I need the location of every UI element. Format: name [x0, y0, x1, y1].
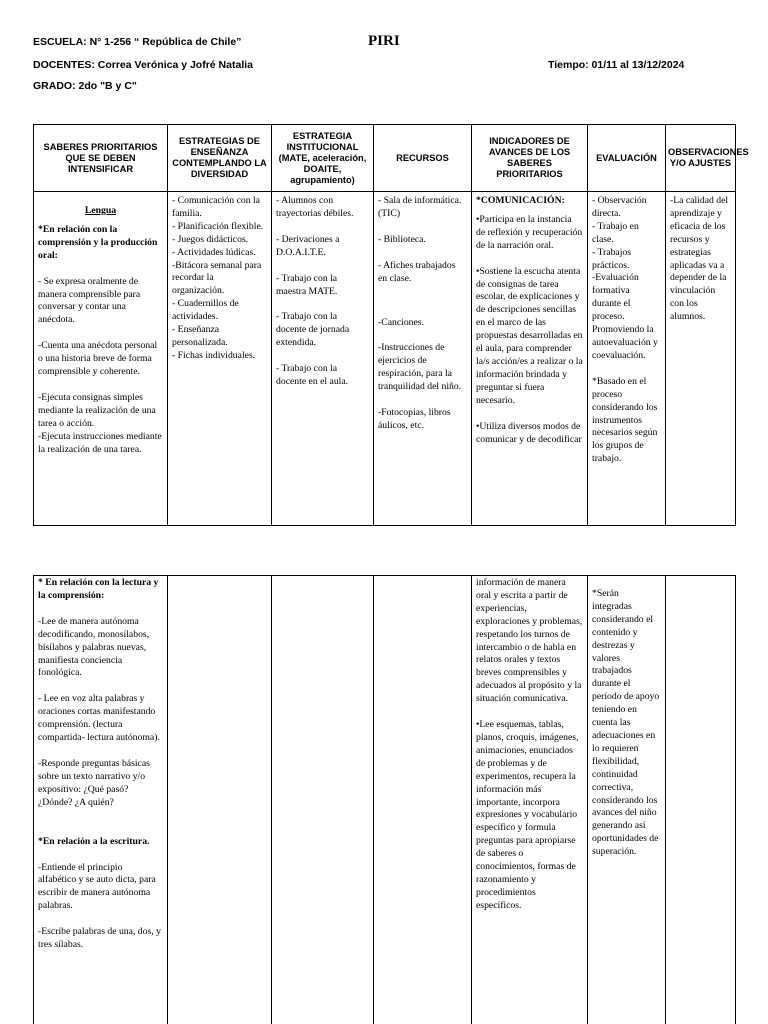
indicator-continuation: información de manera oral y escrita a partir de experiencias, exploraciones y problemas, respetando los turnos de intercambio o de habla en relatos orales y textos breves comprensibles y adecuados al propósito y la situación comunicativa.: [476, 577, 583, 705]
time-label: Tiempo: 01/11 al 13/12/2024: [548, 59, 685, 71]
cell-observaciones: [666, 192, 736, 526]
evaluation-note: *Serán integradas considerando el contenido y destrezas y valores trabajados durante el período de apoyo teniendo en cuenta las adecuaciones en lo requieren flexibilidad, continuidad correctiva, considerando los avances del niño generando así oportunidades de superación.: [592, 588, 660, 858]
list-item: - Trabajo con la docente en el aula.: [276, 363, 349, 388]
table-row: [34, 576, 736, 1024]
list-item: - Trabajo en clase.: [592, 220, 639, 245]
list-item: -Instrucciones de ejercicios de respiración, para la tranquilidad del niño.: [378, 342, 462, 393]
list-item: -Lee de manera autónoma decodificando, monosílabos, bisílabos y palabras nuevas, manifiesta conciencia fonológica.: [38, 615, 150, 679]
list-item: - Comunicación con la familia.: [172, 195, 260, 219]
list-item: -Ejecuta instrucciones mediante la realización de una tarea.: [38, 430, 162, 455]
piri-table: [33, 124, 749, 526]
cell-estrategias: [168, 576, 272, 1024]
cell-observaciones: [666, 576, 736, 1024]
school-label: ESCUELA: N° 1-256 “ República de Chile”: [33, 36, 242, 48]
list-item: - Actividades lúdicas.: [172, 246, 256, 258]
list-item: - Lee en voz alta palabras y oraciones cortas manifestando comprensión. (lectura compartida- lectura autónoma).: [38, 693, 160, 744]
cell-saberes: [34, 192, 168, 526]
col-header-saberes: SABERES PRIORITARIOS QUE SE DEBEN INTENSIFICAR: [34, 125, 168, 192]
list-item: - Fichas individuales.: [172, 349, 256, 361]
cell-recursos: [374, 576, 472, 1024]
list-item: •Lee esquemas, tablas, planos, croquis, imágenes, animaciones, enunciados de problemas y de experimentos, recupera la información más importante, incorpora expresiones y vocabulario específico y formula preguntas para apropiarse de saberes o conocimientos, formas de razonamiento y procedimientos específicos.: [476, 719, 579, 911]
indicator-title: *COMUNICACIÓN:: [476, 195, 565, 206]
list-item: - Cuadernillos de actividades.: [172, 298, 239, 323]
cell-institucional: [272, 576, 374, 1024]
col-header-institucional-last: agrupamiento): [290, 174, 355, 185]
area-title: Lengua: [84, 205, 117, 216]
observation-text: -La calidad del aprendizaje y eficacia de los recursos y estrategias aplicadas va a depender de la vinculación con los alumnos.: [670, 195, 729, 323]
document-title: PIRI: [368, 33, 400, 49]
list-item: - Biblioteca.: [378, 233, 426, 245]
list-item: Promoviendo la autoevaluación y coevaluación.: [592, 324, 658, 361]
col-header-estrategias: ESTRATEGIAS DE ENSEÑANZA CONTEMPLANDO LA DIVERSIDAD: [168, 125, 272, 192]
col-header-institucional-text: ESTRATEGIA INSTITUCIONAL (MATE, aceleración, DOAITE,: [278, 130, 367, 174]
list-item: •Utiliza diversos modos de comunicar y de decodificar: [476, 420, 582, 445]
list-item: -Fotocopias, libros áulicos, etc.: [378, 407, 451, 431]
cell-institucional: [272, 192, 374, 526]
list-item: -Ejecuta consignas simples mediante la realización de una tarea o acción.: [38, 391, 156, 429]
list-item: -Escribe palabras de una, dos, y tres sílabas.: [38, 926, 161, 951]
cell-indicadores: [472, 192, 588, 526]
grade-label: GRADO: 2do "B y C": [33, 80, 137, 92]
list-item: -Evaluación formativa durante el proceso.: [592, 272, 639, 323]
list-item: - Se expresa oralmente de manera comprensible para conversar y contar una anécdota.: [38, 275, 141, 326]
list-item: •Sostiene la escucha atenta de consignas de tarea escolar, de explicaciones y de descripciones sencillas en el marco de las propuestas desarrolladas en el aula, para comprender la/s acción/es a realizar o la información brindada y preguntar si fuera necesario.: [476, 265, 583, 406]
list-item: - Observación directa.: [592, 195, 647, 219]
col-header-recursos: RECURSOS: [374, 125, 472, 192]
list-item: -Cuenta una anécdota personal o una historia breve de forma comprensible y coherente.: [38, 340, 158, 378]
list-item: - Derivaciones a D.O.A.I.T.E.: [276, 233, 340, 258]
list-item: - Planificación flexible.: [172, 220, 264, 232]
list-item: •Participa en la instancia de reflexión y recuperación de la narración oral.: [476, 213, 583, 251]
cell-evaluacion: [588, 192, 666, 526]
col-header-indicadores: INDICADORES DE AVANCES DE LOS SABERES PRIORITARIOS: [472, 125, 588, 192]
table-row: [34, 192, 736, 526]
section-title: *En relación con la comprensión y la producción oral:: [38, 223, 158, 261]
list-item: - Juegos didácticos.: [172, 233, 249, 245]
section-title: *En relación a la escritura.: [38, 835, 150, 847]
evaluation-note: *Basado en el proceso considerando los instrumentos necesarios según los grupos de trabajo.: [592, 375, 658, 465]
list-item: -Canciones.: [378, 316, 425, 328]
col-header-evaluacion: EVALUACIÓN: [588, 125, 666, 192]
list-item: -Bitácora semanal para recordar la organización.: [172, 259, 262, 297]
cell-evaluacion: [588, 576, 666, 1024]
list-item: -Entiende el principio alfabético y se auto dicta, para escribir de manera autónoma palabras.: [38, 861, 156, 912]
cell-indicadores: [472, 576, 588, 1024]
list-item: - Enseñanza personalizada.: [172, 324, 228, 348]
list-item: -Responde preguntas básicas sobre un texto narrativo y/o expositivo: ¿Qué pasó? ¿Dónde? ¿A quién?: [38, 757, 150, 808]
col-header-observaciones: OBSERVACIONES Y/O AJUSTES: [666, 125, 736, 192]
teachers-label: DOCENTES: Correa Verónica y Jofré Natalia: [33, 59, 253, 71]
list-item: - Trabajo con la maestra MATE.: [276, 272, 338, 297]
list-item: - Trabajos prácticos.: [592, 246, 632, 271]
table-header-row: [34, 125, 736, 192]
cell-recursos: [374, 192, 472, 526]
col-header-institucional: [272, 125, 374, 192]
list-item: - Trabajo con la docente de jornada extendida.: [276, 311, 350, 349]
section-title: * En relación con la lectura y la comprensión:: [38, 577, 159, 601]
cell-estrategias: [168, 192, 272, 526]
list-item: - Afiches trabajados en clase.: [378, 259, 456, 284]
piri-table-continued: [33, 575, 736, 1024]
list-item: - Alumnos con trayectorias débiles.: [276, 195, 354, 219]
cell-saberes: [34, 576, 168, 1024]
list-item: - Sala de informática. (TIC): [378, 195, 462, 219]
